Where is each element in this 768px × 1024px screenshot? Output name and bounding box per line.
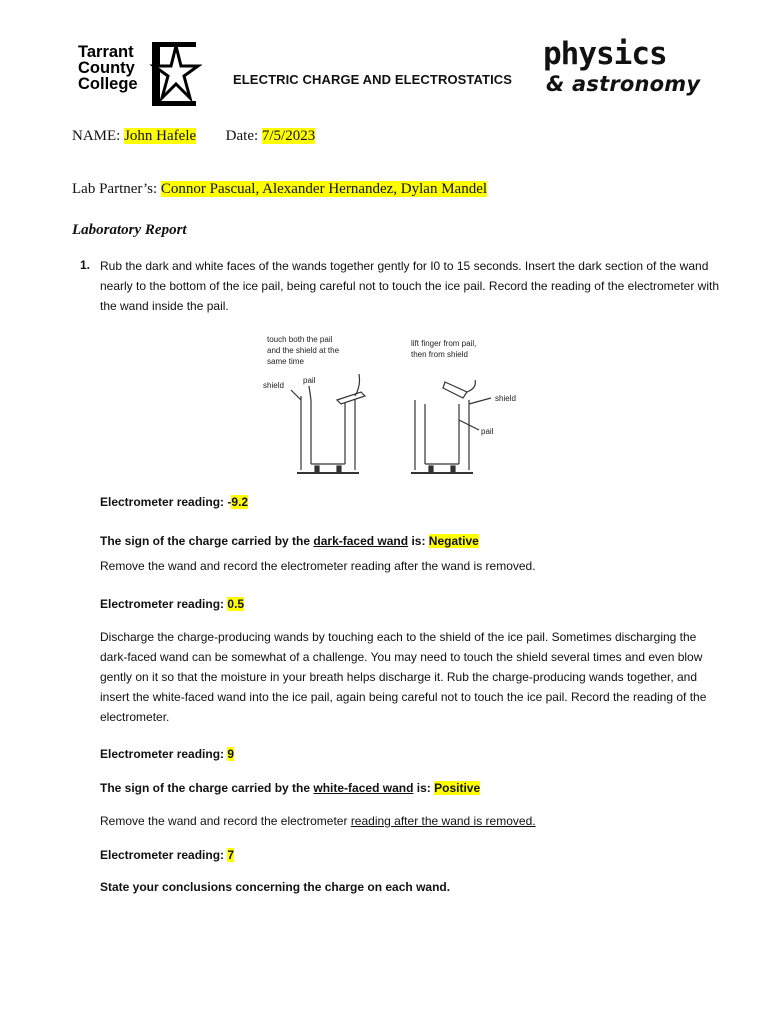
left-apparatus (291, 374, 365, 473)
right-caption-1: lift finger from pail, (411, 339, 477, 348)
reading-1-label: Electrometer reading: (100, 495, 225, 509)
left-caption-2: and the shield at the (267, 346, 340, 355)
physics-logo-text: physics (543, 36, 667, 72)
white-wand-label: white-faced wand (313, 781, 414, 795)
name-date-line (72, 128, 315, 145)
left-caption-1: touch both the pail (267, 335, 333, 344)
lab-partners-line (72, 181, 487, 198)
star-emblem-icon (146, 38, 202, 110)
document-title: ELECTRIC CHARGE AND ELECTROSTATICS (233, 72, 513, 87)
reading-3-line (100, 744, 710, 764)
reading-1-line (100, 492, 710, 512)
partners-label: Lab Partner’s: (72, 181, 158, 197)
sign-2-line (100, 778, 710, 798)
college-logo-line2: County (78, 59, 135, 77)
remove-2-underlined: reading after the wand is removed. (350, 814, 536, 828)
right-label-pail: pail (481, 427, 494, 436)
report-heading: Laboratory Report (72, 222, 187, 238)
reading-4-label: Electrometer reading: (100, 848, 225, 862)
physics-astronomy-logo (543, 36, 733, 102)
sign-1-prefix: The sign of the charge carried by the (100, 534, 311, 548)
right-caption-2: then from shield (411, 350, 468, 359)
partners-value: Connor Pascual, Alexander Hernandez, Dylan Mandel (160, 181, 488, 197)
date-value: 7/5/2023 (261, 128, 316, 144)
sign-1-value: Negative (428, 534, 479, 548)
name-value: John Hafele (124, 128, 197, 144)
reading-2-line (100, 594, 710, 614)
reading-4-line (100, 845, 710, 865)
sign-2-is: is: (416, 781, 431, 795)
date-label: Date: (225, 128, 259, 144)
reading-1-sign: - (227, 495, 232, 509)
college-logo-line1: Tarrant (78, 43, 134, 61)
right-label-shield: shield (495, 394, 516, 403)
reading-2-label: Electrometer reading: (100, 597, 225, 611)
name-label: NAME: (72, 128, 121, 144)
sign-2-prefix: The sign of the charge carried by the (100, 781, 311, 795)
reading-3-value: 9 (227, 747, 235, 761)
college-logo (78, 44, 206, 108)
reading-3-label: Electrometer reading: (100, 747, 225, 761)
ice-pail-diagram (255, 330, 545, 480)
left-label-pail: pail (303, 376, 316, 385)
question-text: Rub the dark and white faces of the wands together gently for I0 to 15 seconds. Insert the dark section of the wand nearly to the bottom of the ice pail, being careful not to touch the ice pail. Record the reading of the electrometer with the wand inside the pail. (100, 259, 720, 313)
college-logo-line3: College (78, 75, 138, 93)
sign-1-line (100, 531, 710, 551)
remove-2-prefix: Remove the wand and record the electrometer (100, 814, 348, 828)
reading-1-value: 9.2 (231, 495, 249, 509)
sign-2-value: Positive (434, 781, 481, 795)
conclusion-prompt: State your conclusions concerning the charge on each wand. (100, 880, 451, 894)
remove-instruction-2 (100, 811, 710, 831)
dark-wand-label: dark-faced wand (313, 534, 409, 548)
left-label-shield: shield (263, 381, 284, 390)
sign-1-is: is: (411, 534, 426, 548)
left-caption-3: same time (267, 357, 304, 366)
question-number: 1. (80, 258, 91, 272)
right-apparatus (411, 380, 491, 473)
astronomy-logo-text: & astronomy (546, 72, 701, 96)
reading-4-value: 7 (227, 848, 235, 862)
discharge-instructions: Discharge the charge-producing wands by touching each to the shield of the ice pail. Sometimes discharging the dark-faced wand can be somewhat of a challenge. You may need to touch the shield several times and even blow gently on it so that the moisture in your breath helps discharge it. Rub the charge-producing wands together, and insert the white-faced wand into the ice pail, again being careful not to touch the ice pail. Record the reading of the electrometer. (100, 630, 707, 724)
remove-instruction-1: Remove the wand and record the electrometer reading after the wand is removed. (100, 559, 536, 573)
reading-2-value: 0.5 (227, 597, 245, 611)
